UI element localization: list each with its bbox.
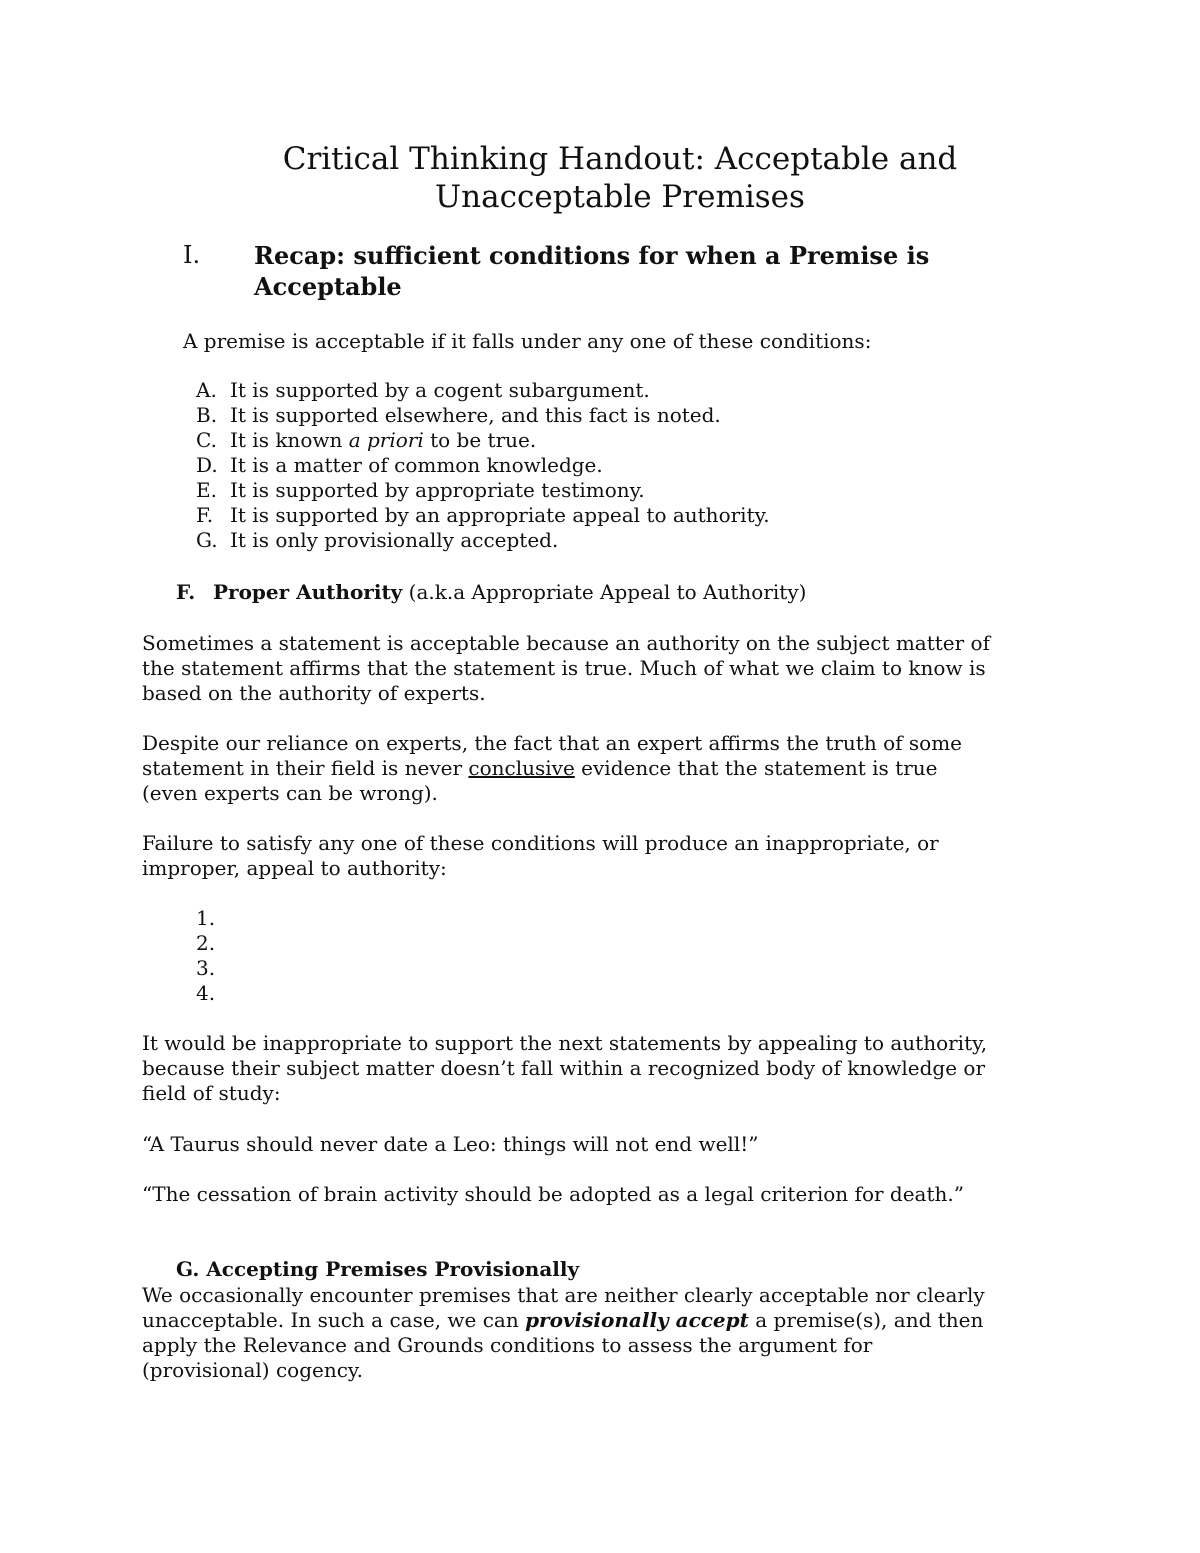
numbered-item: 1.: [196, 906, 216, 930]
condition-text: It is supported elsewhere, and this fact is noted.: [230, 403, 721, 427]
condition-letter: F.: [196, 503, 214, 527]
condition-letter: B.: [196, 403, 218, 427]
condition-letter: A.: [196, 378, 217, 402]
condition-text-italic: a priori: [348, 428, 424, 452]
condition-letter: E.: [196, 478, 217, 502]
paragraph-line: the statement affirms that the statement is true. Much of what we claim to know is: [142, 656, 986, 680]
numbered-list: [196, 906, 215, 1006]
numbered-item: 2.: [196, 931, 216, 955]
condition-text-before: It is known: [230, 428, 349, 452]
paragraph-text-after: a premise(s), and then: [748, 1308, 984, 1332]
paragraph-line: We occasionally encounter premises that are neither clearly acceptable nor clearly: [142, 1283, 985, 1307]
section-1-heading-line-1: Recap: sufficient conditions for when a Premise is: [254, 241, 930, 270]
paragraph-experts: [142, 731, 1102, 806]
conditions-list: [196, 378, 770, 553]
paragraph-line: (provisional) cogency.: [142, 1358, 363, 1382]
paragraph-line: It would be inappropriate to support the next statements by appealing to authority,: [142, 1031, 988, 1055]
condition-text-after: to be true.: [423, 428, 537, 452]
section-g-heading: G. Accepting Premises Provisionally: [176, 1257, 580, 1281]
paragraph-inappropriate: [142, 1031, 1102, 1106]
section-f-letter: F.: [176, 580, 196, 604]
condition-item: [196, 528, 770, 553]
section-1-numeral: I.: [183, 241, 201, 269]
section-f-heading: [176, 580, 806, 605]
condition-item: [196, 378, 770, 403]
condition-item: [196, 453, 770, 478]
paragraph-provisional: [142, 1283, 1102, 1383]
paragraph-text-after: evidence that the statement is true: [574, 756, 938, 780]
section-f-subtitle: (a.k.a Appropriate Appeal to Authority): [402, 580, 807, 604]
paragraph-failure: [142, 831, 1102, 881]
paragraph-line: Sometimes a statement is acceptable because an authority on the subject matter of: [142, 631, 990, 655]
condition-letter: C.: [196, 428, 217, 452]
page-title: [0, 140, 1200, 216]
paragraph-line: [142, 1308, 1102, 1333]
paragraph-text-before: unacceptable. In such a case, we can: [142, 1308, 526, 1332]
paragraph-line: improper, appeal to authority:: [142, 856, 447, 880]
section-1-heading: [254, 240, 1014, 302]
paragraph-line: Failure to satisfy any one of these conditions will produce an inappropriate, or: [142, 831, 939, 855]
section-1-heading-line-2: Acceptable: [254, 272, 402, 301]
condition-item: [196, 428, 770, 453]
section-f-title: Proper Authority: [213, 580, 403, 604]
paragraph-line: apply the Relevance and Grounds conditions to assess the argument for: [142, 1333, 873, 1357]
condition-text: It is supported by an appropriate appeal to authority.: [230, 503, 770, 527]
condition-item: [196, 403, 770, 428]
quote-taurus: [142, 1132, 1102, 1157]
paragraph-line: [142, 756, 1102, 781]
paragraph-authority: [142, 631, 1102, 706]
quote-text: “A Taurus should never date a Leo: things will not end well!”: [142, 1132, 759, 1156]
condition-letter: G.: [196, 528, 218, 552]
title-line-2: Unacceptable Premises: [435, 179, 805, 215]
paragraph-line: (even experts can be wrong).: [142, 781, 438, 805]
quote-brain-activity: [142, 1182, 1102, 1207]
title-line-1: Critical Thinking Handout: Acceptable and: [282, 141, 958, 177]
quote-text: “The cessation of brain activity should be adopted as a legal criterion for death.”: [142, 1182, 964, 1206]
condition-letter: D.: [196, 453, 218, 477]
condition-text: It is supported by a cogent subargument.: [230, 378, 650, 402]
paragraph-line: based on the authority of experts.: [142, 681, 486, 705]
paragraph-text-before: statement in their field is never: [142, 756, 469, 780]
condition-text: It is only provisionally accepted.: [230, 528, 559, 552]
condition-text: It is supported by appropriate testimony.: [230, 478, 645, 502]
condition-text: It is a matter of common knowledge.: [230, 453, 603, 477]
paragraph-line: because their subject matter doesn’t fall within a recognized body of knowledge or: [142, 1056, 986, 1080]
paragraph-line: Despite our reliance on experts, the fact that an expert affirms the truth of some: [142, 731, 962, 755]
paragraph-line: field of study:: [142, 1081, 281, 1105]
emphasized-phrase: provisionally accept: [525, 1308, 749, 1332]
condition-item: [196, 478, 770, 503]
numbered-item: 4.: [196, 981, 216, 1005]
conditions-intro: A premise is acceptable if it falls under any one of these conditions:: [183, 329, 872, 353]
underlined-word: conclusive: [468, 756, 575, 780]
condition-item: [196, 503, 770, 528]
numbered-item: 3.: [196, 956, 216, 980]
